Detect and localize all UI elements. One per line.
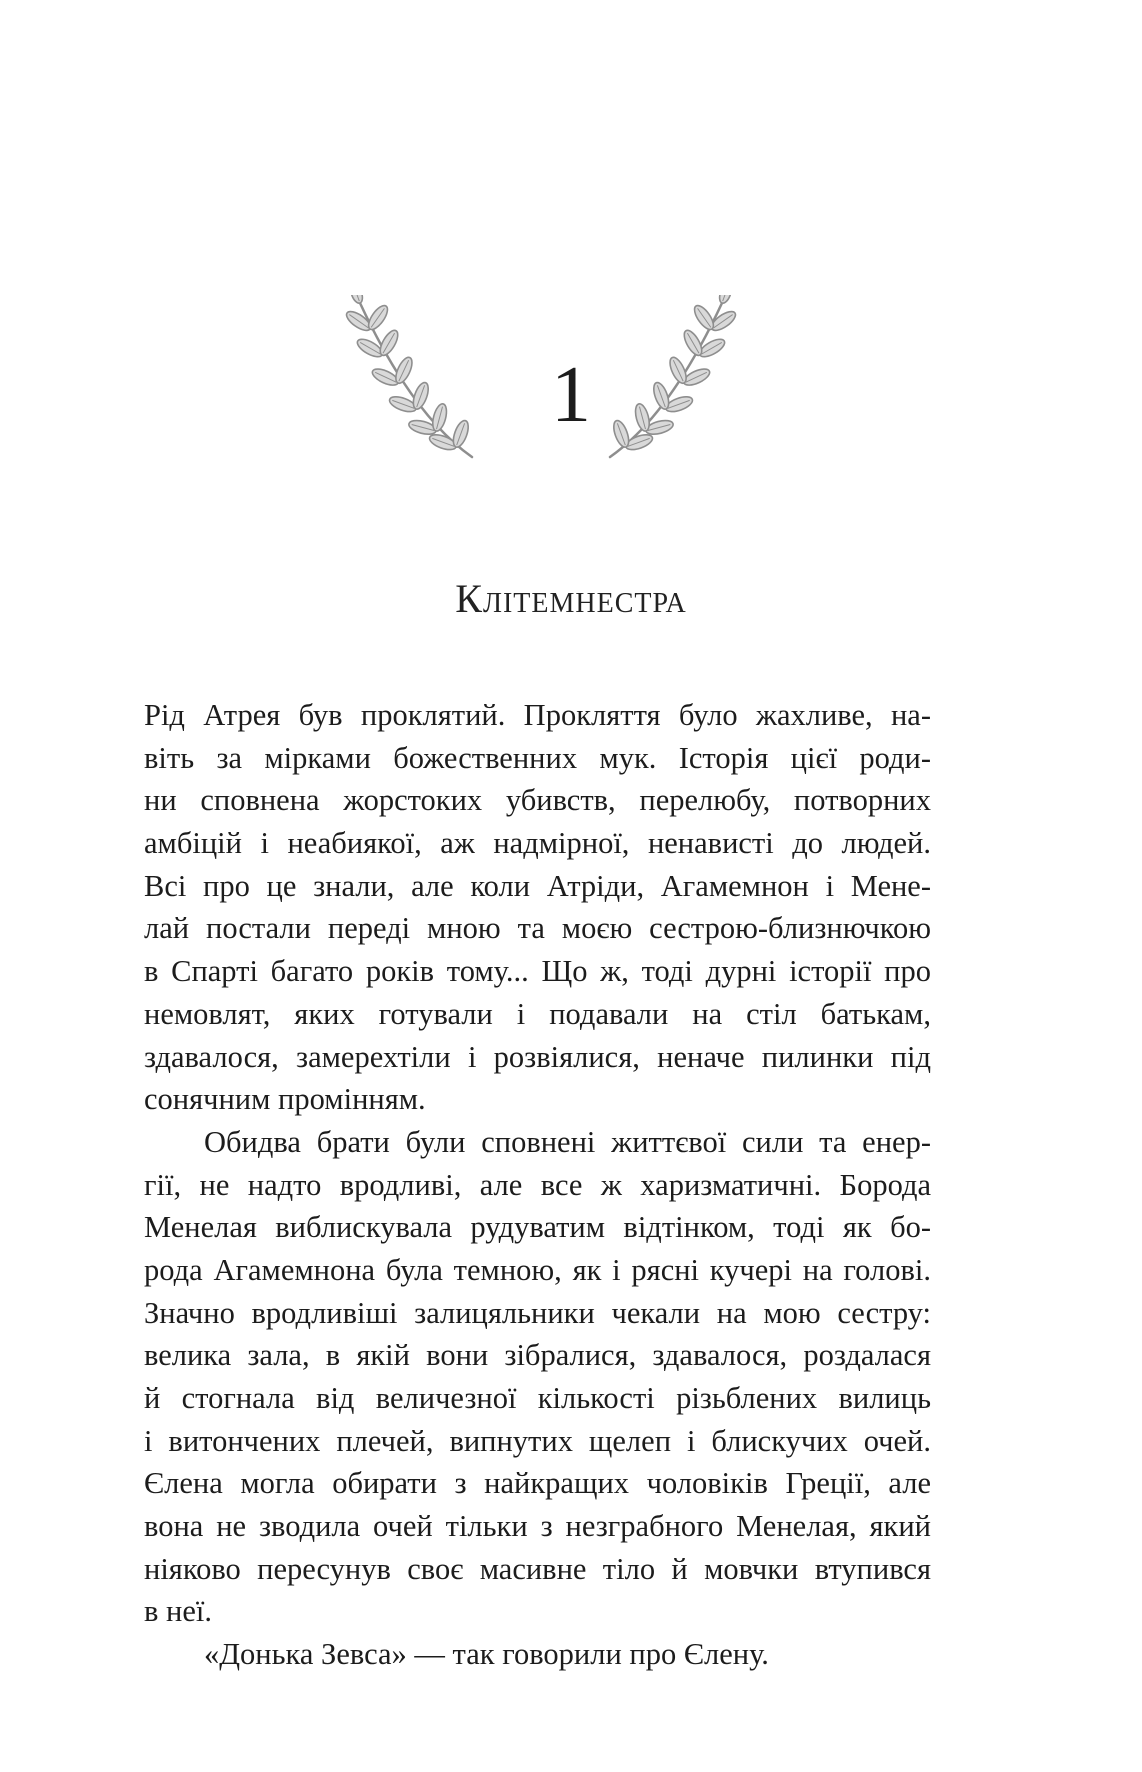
text-line: немовлят, яких готували і подавали на стіл батькам,	[144, 996, 931, 1031]
chapter-body	[144, 694, 931, 1676]
text-line: і витончених плечей, випнутих щелеп і блискучих очей.	[144, 1423, 931, 1458]
text-line: Обидва брати були сповнені життєвої сили та енер-	[204, 1124, 931, 1159]
text-line: Менелая виблискувала рудуватим відтінком, тоді як бо-	[144, 1210, 931, 1245]
text-line: віть за мірками божественних мук. Історія цієї роди-	[144, 740, 931, 775]
text-line: в неї.	[144, 1594, 212, 1629]
text-line: Значно вродливіші залицяльники чекали на мою сестру:	[144, 1295, 931, 1330]
text-line: Всі про це знали, але коли Атріди, Агамемнон і Мене-	[144, 868, 931, 903]
chapter-number: 1	[551, 351, 591, 439]
text-line: вона не зводила очей тільки з незграбного Менелая, який	[144, 1509, 931, 1544]
paragraph	[144, 694, 931, 1121]
text-line: ни сповнена жорстоких убивств, перелюбу, потворних	[144, 783, 931, 818]
text-line: «Донька Зевса» — так говорили про Єлену.	[204, 1637, 769, 1672]
chapter-title: Клітемнестра	[455, 576, 687, 621]
text-line: Рід Атрея був проклятий. Прокляття було жахливе, на-	[144, 698, 931, 732]
text-line: ніяково пересунув своє масивне тіло й мовчки втупився	[144, 1551, 931, 1586]
text-line: здавалося, замерехтіли і розвіялися, неначе пилинки під	[144, 1039, 931, 1074]
text-line: велика зала, в якій вони зібралися, здавалося, роздалася	[144, 1338, 931, 1373]
paragraph	[144, 1121, 931, 1633]
text-line: сонячним промінням.	[144, 1082, 426, 1117]
text-line: амбіцій і неабиякої, аж надмірної, ненависті до людей.	[144, 826, 931, 861]
paragraph	[144, 1633, 931, 1676]
text-line: в Спарті багато років тому... Що ж, тоді дурні історії про	[144, 954, 931, 989]
text-line: рода Агамемнона була темною, як і рясні кучері на голові.	[144, 1252, 931, 1287]
text-line: гії, не надто вродливі, але все ж харизматичні. Борода	[144, 1167, 931, 1202]
text-line: й стогнала від величезної кількості різьблених вилиць	[144, 1381, 931, 1415]
text-line: Єлена могла обирати з найкращих чоловіків Греції, але	[144, 1466, 931, 1501]
text-line: лай постали переді мною та моєю сестрою-близнючкою	[144, 911, 931, 946]
